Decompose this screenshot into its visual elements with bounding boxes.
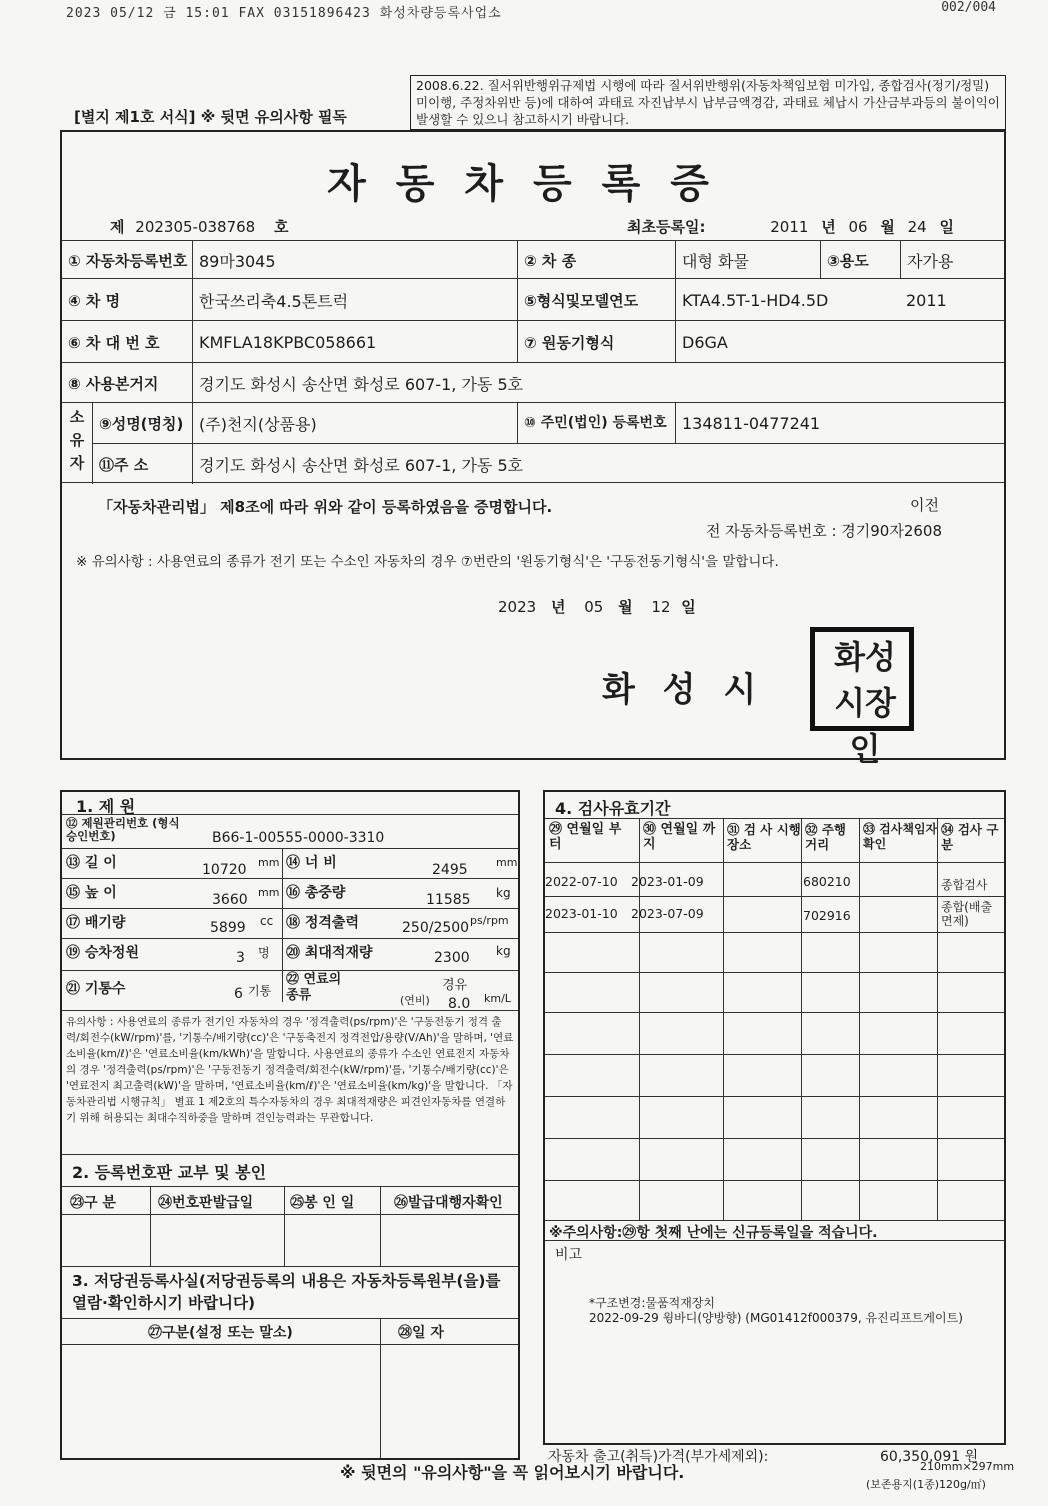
insp-row2-mileage: 702916 xyxy=(803,908,851,923)
owner-addr-row xyxy=(92,443,1004,484)
spec-panel xyxy=(60,790,520,1460)
height-value: 3660 xyxy=(212,892,248,908)
spec-no-label: ⑫ 제원관리번호 (형식승인번호) xyxy=(66,816,180,843)
owner-name-value: (주)천지(상품용) xyxy=(192,403,517,443)
insp-row2-to: 2023-07-09 xyxy=(631,906,704,921)
insp-col-place: ㉛ 검 사 시행장소 xyxy=(727,822,801,852)
caution-note: ※주의사항:㉙항 첫째 난에는 신규등록일을 적습니다. xyxy=(549,1225,878,1241)
certificate-number xyxy=(110,216,289,237)
penalty-notice: 2008.6.22. 질서위반행위규제법 시행에 따라 질서위반행위(자동차책임보험 미가입, 종합검사(정기/정밀)미이행, 주정차위반 등)에 대하여 과태료 자진납부시 납부금액경감, 과태료 체납시 가산금부과등의 불이익이 발생할 수 있으니 참고하시기 바랍니다. xyxy=(410,75,1006,130)
acquisition-price-value: 60,350,091 원 xyxy=(880,1449,979,1465)
line xyxy=(62,1318,518,1319)
efficiency-unit: km/L xyxy=(484,992,511,1005)
line xyxy=(380,1318,381,1458)
row-vin xyxy=(62,320,1004,363)
year-unit: 년 xyxy=(821,218,836,236)
line xyxy=(62,1154,518,1155)
total-weight-unit: kg xyxy=(496,886,511,900)
first-reg-label: 최초등록일: xyxy=(627,218,706,236)
form-number: [별지 제1호 서식] ※ 뒷면 유의사항 필독 xyxy=(74,108,347,126)
line xyxy=(801,818,802,1220)
width-label: ⑭ 너 비 xyxy=(286,855,337,871)
vehicle-name-value: 한국쓰리축4.5톤트럭 xyxy=(192,279,517,321)
month-unit: 월 xyxy=(880,218,895,236)
issue-year-unit: 년 xyxy=(550,598,566,616)
line xyxy=(545,932,1004,933)
insp-row1-mileage: 680210 xyxy=(803,874,851,889)
vin-value: KMFLA18KPBC058661 xyxy=(192,321,517,363)
length-label: ⑬ 길 이 xyxy=(66,855,117,871)
paper-size: 210mm×297mm xyxy=(920,1460,1015,1473)
insp-col-checker: ㉝ 검사책임자 확인 xyxy=(863,822,938,851)
previous-reg-no: 전 자동차등록번호 : 경기90자2608 xyxy=(706,522,943,540)
issue-date xyxy=(498,596,696,617)
issue-day-unit: 일 xyxy=(681,598,696,616)
line xyxy=(62,1266,518,1267)
line xyxy=(62,908,518,909)
line xyxy=(284,1186,285,1266)
width-unit: mm xyxy=(496,856,518,869)
load-unit: kg xyxy=(496,944,511,958)
load-label: ⑳ 최대적재량 xyxy=(286,945,373,961)
owner-name-label: ⑨성명(명칭) xyxy=(92,403,192,443)
reg-no-label: ① 자동차등록번호 xyxy=(68,251,188,270)
power-unit: ps/rpm xyxy=(470,914,509,927)
seal-text: 화성시장인 xyxy=(834,638,896,768)
remarks-label: 비고 xyxy=(555,1247,583,1263)
insp-row1-from: 2022-07-10 xyxy=(545,874,618,889)
corp-no-label: ⑩ 주민(법인) 등록번호 xyxy=(517,403,675,443)
inspection-panel xyxy=(543,790,1006,1445)
issue-year: 2023 xyxy=(498,598,537,616)
line xyxy=(62,1214,518,1215)
base-value: 경기도 화성시 송산면 화성로 607-1, 가동 5호 xyxy=(192,363,1004,403)
line xyxy=(380,1186,381,1266)
owner-section xyxy=(62,402,1004,483)
line xyxy=(62,814,518,815)
seats-label: ⑲ 승차정원 xyxy=(66,945,139,961)
vehicle-type-value: 대형 화물 xyxy=(675,241,820,279)
insp-col-from: ㉙ 연월일 부 터 xyxy=(549,822,622,852)
line xyxy=(62,938,518,939)
vin-label: ⑥ 차 대 번 호 xyxy=(68,333,160,352)
vehicle-type-label: ② 차 종 xyxy=(517,241,675,279)
insp-col-kind: ㉞ 검사 구분 xyxy=(941,822,999,852)
owner-name-row xyxy=(92,403,1004,443)
fuel-label: ㉒ 연료의 종류 xyxy=(286,972,342,1003)
corp-no-value: 134811-0477241 xyxy=(675,403,1004,443)
addr-value: 경기도 화성시 송산면 화성로 607-1, 가동 5호 xyxy=(192,444,1004,484)
mortgage-col-type: ㉗구분(설정 또는 말소) xyxy=(148,1325,293,1341)
line xyxy=(62,848,518,849)
mortgage-col-date: ㉘일 자 xyxy=(398,1325,444,1341)
certify-statement: 「자동차관리법」 제8조에 따라 위와 같이 등록하였음을 증명합니다. xyxy=(98,498,553,516)
line xyxy=(545,1220,1004,1221)
displacement-value: 5899 xyxy=(210,920,246,936)
displacement-unit: cc xyxy=(260,914,274,928)
insp-col-to: ㉚ 연월일 까 지 xyxy=(643,822,716,852)
plate-heading: 2. 등록번호판 교부 및 봉인 xyxy=(72,1163,267,1182)
seats-value: 3 xyxy=(236,950,245,966)
line xyxy=(62,878,518,879)
plate-col-seal-date: ㉕봉 인 일 xyxy=(290,1195,355,1211)
addr-label: ⑪주 소 xyxy=(92,444,192,484)
document-title: 자동차등록증 xyxy=(327,160,739,207)
mortgage-heading: 3. 저당권등록사실(저당권등록의 내용은 자동차등록원부(을)를 열람·확인하시기 바랍니다) xyxy=(72,1272,501,1312)
vehicle-name-label: ④ 차 명 xyxy=(68,291,121,310)
issue-month-unit: 월 xyxy=(618,598,633,616)
displacement-label: ⑰ 배기량 xyxy=(66,915,126,931)
width-value: 2495 xyxy=(432,862,468,878)
row-reg-no xyxy=(62,240,1004,279)
use-value: 자가용 xyxy=(900,241,1004,279)
base-label: ⑧ 사용본거지 xyxy=(68,374,159,393)
line xyxy=(545,818,1004,819)
fax-header: 2023 05/12 금 15:01 FAX 03151896423 화성차량등록사업소 xyxy=(66,6,502,21)
line xyxy=(723,818,724,1220)
spec-note: 유의사항 : 사용연료의 종류가 전기인 자동차의 경우 '정격출력(ps/rpm)'은 '구동전동기 정격 출력/회전수(kW/rpm)'를, '기통수/배기량(cc)'은 '구동축전지 정격전압/용량(V/Ah)'을 말하며, '연료소비율(km/ℓ)'은 '연료소비율(km/kWh)'을 말합니다. 사용연료의 종류가 수소인 연료전지 자동차의 경우 '정격출력(ps/rpm)'은 '구동전동기 정격출력/회전수(kW/rpm)'를, '기통수/배기량(cc)'은 '연료전지 최고출력(kW)'을 말하며, '연료소비율(km/ℓ)'은 '연료소비율(km/kg)'을 말합니다. 「자동차관리법 시행규칙」 별표 1 제2호의 특수자동차의 경우 최대적재량은 피견인자동차를 연결하기 위해 허용되는 최대수직하중을 말하며 견인능력과는 무관합니다. xyxy=(66,1016,514,1124)
line xyxy=(859,818,860,1220)
first-reg-day: 24 xyxy=(907,218,927,236)
fuel-remark-notice: ※ 유의사항 : 사용연료의 종류가 전기 또는 수소인 자동차의 경우 ⑦번란의 '원동기형식'은 '구동전동기형식'을 말합니다. xyxy=(76,554,779,570)
height-label: ⑮ 높 이 xyxy=(66,885,117,901)
line xyxy=(545,1096,1004,1097)
cylinders-label: ㉑ 기통수 xyxy=(66,981,126,997)
remarks-structure-change: *구조변경:물품적재장치 xyxy=(589,1296,715,1310)
line xyxy=(545,1012,1004,1013)
line xyxy=(62,1344,518,1345)
load-value: 2300 xyxy=(434,950,470,966)
insp-row2-from: 2023-01-10 xyxy=(545,906,618,921)
engine-value: D6GA xyxy=(675,321,1004,363)
spec-no-value: B66-1-00555-0000-3310 xyxy=(212,830,385,846)
cert-no-value: 202305-038768 xyxy=(135,218,256,236)
first-registration-date xyxy=(627,216,954,237)
issuer-name: 화 성 시 xyxy=(602,670,765,710)
model-year-value: 2011 xyxy=(906,290,947,310)
line xyxy=(62,970,518,971)
acquisition-price-label: 자동차 출고(취득)가격(부가세제외): xyxy=(548,1449,769,1465)
first-reg-month: 06 xyxy=(848,218,868,236)
first-reg-year: 2011 xyxy=(770,218,809,236)
line xyxy=(62,1186,518,1187)
owner-side-label: 소유자 xyxy=(67,408,86,478)
reg-no-value: 89마3045 xyxy=(192,241,517,279)
line xyxy=(545,1138,1004,1139)
line xyxy=(545,896,1004,897)
cert-no-prefix: 제 xyxy=(110,218,125,236)
issue-day: 12 xyxy=(651,598,671,616)
plate-col-agent: ㉖발급대행자확인 xyxy=(394,1195,503,1211)
height-unit: mm xyxy=(258,886,280,899)
use-label: ③용도 xyxy=(820,241,900,279)
power-label: ⑱ 정격출력 xyxy=(286,915,359,931)
transfer-label: 이전 xyxy=(910,496,939,514)
line xyxy=(545,1054,1004,1055)
insp-row2-kind: 종합(배출면제) xyxy=(941,900,993,928)
plate-col-issue-date: ㉔번호판발급일 xyxy=(158,1195,254,1211)
registration-certificate xyxy=(60,130,1006,768)
total-weight-label: ⑯ 총중량 xyxy=(286,885,346,901)
spec-heading: 1. 제 원 xyxy=(76,797,136,816)
fax-page-number: 002/004 xyxy=(941,0,996,15)
footer-notice: ※ 뒷면의 "유의사항"을 꼭 읽어보시기 바랍니다. xyxy=(340,1463,685,1482)
cylinders-value: 6 xyxy=(234,986,243,1002)
plate-col-type: ㉓구 분 xyxy=(70,1195,116,1211)
line xyxy=(150,1186,151,1266)
paper-type: (보존용지(1종)120g/㎡) xyxy=(866,1478,986,1491)
insp-col-mileage: ㉜ 주행 거리 xyxy=(805,822,847,852)
power-value: 250/2500 xyxy=(402,920,470,936)
total-weight-value: 11585 xyxy=(426,892,471,908)
line xyxy=(282,848,283,1002)
inspection-heading: 4. 검사유효기간 xyxy=(555,799,671,818)
official-seal-stamp xyxy=(810,627,914,768)
row-vehicle-name xyxy=(62,278,1004,321)
length-value: 10720 xyxy=(202,862,247,878)
line xyxy=(545,862,1004,863)
remarks-detail: 2022-09-29 윙바디(양방향) (MG01412f000379, 유진리프트게이트) xyxy=(589,1311,963,1325)
insp-row1-to: 2023-01-09 xyxy=(631,874,704,889)
efficiency-label: (연비) xyxy=(400,994,430,1007)
efficiency-value: 8.0 xyxy=(448,996,471,1012)
line xyxy=(545,1180,1004,1181)
cylinders-unit: 기통 xyxy=(248,984,272,998)
divider xyxy=(62,482,1004,483)
insp-row1-kind: 종합검사 xyxy=(941,878,988,892)
cert-no-suffix: 호 xyxy=(274,218,289,236)
fuel-value: 경유 xyxy=(442,978,468,993)
model-label: ⑤형식및모델연도 xyxy=(517,279,675,321)
issue-month: 05 xyxy=(584,598,604,616)
row-base xyxy=(62,362,1004,403)
engine-label: ⑦ 원동기형식 xyxy=(517,321,675,363)
line xyxy=(937,818,938,1220)
length-unit: mm xyxy=(258,856,280,869)
line xyxy=(545,1240,1004,1241)
seats-unit: 명 xyxy=(258,946,270,960)
day-unit: 일 xyxy=(939,218,955,236)
model-value: KTA4.5T-1-HD4.5D xyxy=(675,279,900,321)
line xyxy=(545,972,1004,973)
